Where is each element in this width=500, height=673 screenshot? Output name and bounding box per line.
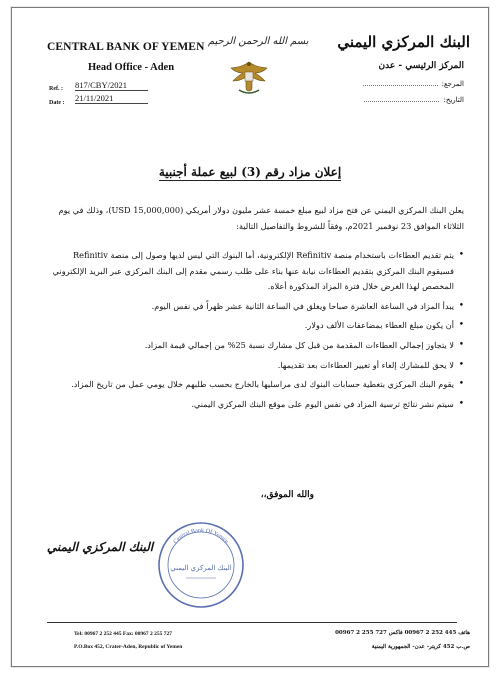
condition-item: • يبدأ المزاد في الساعة العاشرة صباحا ويغلق في الساعة الثانية عشر ظهراً في نفس اليوم. bbox=[49, 299, 464, 315]
stamp-center-text: البنك المركزي اليمني bbox=[170, 564, 232, 572]
condition-item: • أن يكون مبلغ العطاء بمضاعفات الألف دولار. bbox=[49, 318, 464, 334]
condition-item: • لا يتجاوز إجمالي العطاءات المقدمة من قبل كل مشارك نسبة 25% من إجمالي قيمة المزاد. bbox=[49, 338, 464, 354]
ar-ref-label: المرجع: bbox=[441, 80, 464, 88]
bismillah-calligraphy: بسم الله الرحمن الرحيم bbox=[208, 36, 309, 47]
condition-item: • يقوم البنك المركزي بتغطية حسابات البنوك لدى مراسليها بالخارج بحسب طلبهم خلال يومي عمل من تاريخ المزاد. bbox=[49, 377, 464, 393]
condition-item: • لا يحق للمشارك إلغاء أو تغيير العطاءات بعد تقديمها. bbox=[49, 358, 464, 374]
en-office-name: Head Office - Aden bbox=[88, 62, 175, 73]
stamp-arc-text: Central Bank Of Yemen bbox=[172, 527, 230, 546]
ref-label: Ref. : bbox=[49, 86, 63, 92]
footer-en-address: P.O.Box 452, Crater-Aden, Republic of Yemen bbox=[74, 644, 183, 650]
ar-bank-name: البنك المركزي اليمني bbox=[337, 33, 470, 51]
ar-date-label: التاريخ: bbox=[443, 96, 464, 104]
en-bank-name: CENTRAL BANK OF YEMEN bbox=[47, 41, 205, 53]
footer-divider bbox=[47, 622, 457, 623]
ar-ref-field bbox=[344, 80, 464, 88]
title-text: إعلان مزاد رقم (3) لبيع عملة أجنبية bbox=[158, 165, 342, 179]
conditions-list bbox=[49, 248, 464, 416]
footer-en-contacts: Tel: 00967 2 252 445 Fax: 00967 2 255 727 bbox=[74, 631, 173, 637]
signature-block: البنك المركزي اليمني bbox=[46, 540, 154, 554]
yemen-eagle-emblem-icon bbox=[227, 58, 271, 98]
closing-phrase: والله الموفق،، bbox=[260, 490, 314, 500]
footer-ar-contacts: هاتف 445 252 2 00967 فاكس 727 255 2 00967 bbox=[335, 630, 470, 636]
footer-ar-address: ص.ب 452 كريتر- عدن- الجمهورية اليمنية bbox=[371, 644, 470, 650]
ar-office-name: المركز الرئيسي - عدن bbox=[378, 61, 464, 71]
ar-date-field bbox=[344, 96, 464, 104]
ref-value: 817/CBY/2021 bbox=[75, 80, 148, 91]
intro-paragraph: يعلن البنك المركزي اليمني عن فتح مزاد لبيع مبلغ خمسة عشر مليون دولار أمريكي (15,000,000 USD)، وذلك في يوم الثلاثاء الموافق 23 نوفمبر 2021م، وفقاً للشروط والتفاصيل التالية: bbox=[58, 205, 464, 231]
date-label: Date : bbox=[49, 100, 65, 106]
announcement-title bbox=[0, 165, 500, 181]
condition-item: • يتم تقديم العطاءات باستخدام منصة Refinitiv الإلكترونية، أما البنوك التي ليس لديها وصول إلى منصة Refinitiv فسيقوم البنك المركزي بتقديم العطاءات نيابة عنها بناء على طلب رسمي مقدم إلى البنك المركزي عبر البريد الإلكتروني المخصص لهذا الغرض خلال فترة المزاد المذكورة أعلاه. bbox=[49, 248, 464, 295]
bank-seal-stamp-icon bbox=[156, 520, 246, 610]
date-value: 21/11/2021 bbox=[75, 93, 148, 104]
condition-item: • سيتم نشر نتائج ترسية المزاد في نفس اليوم على موقع البنك المركزي اليمني. bbox=[49, 397, 464, 413]
